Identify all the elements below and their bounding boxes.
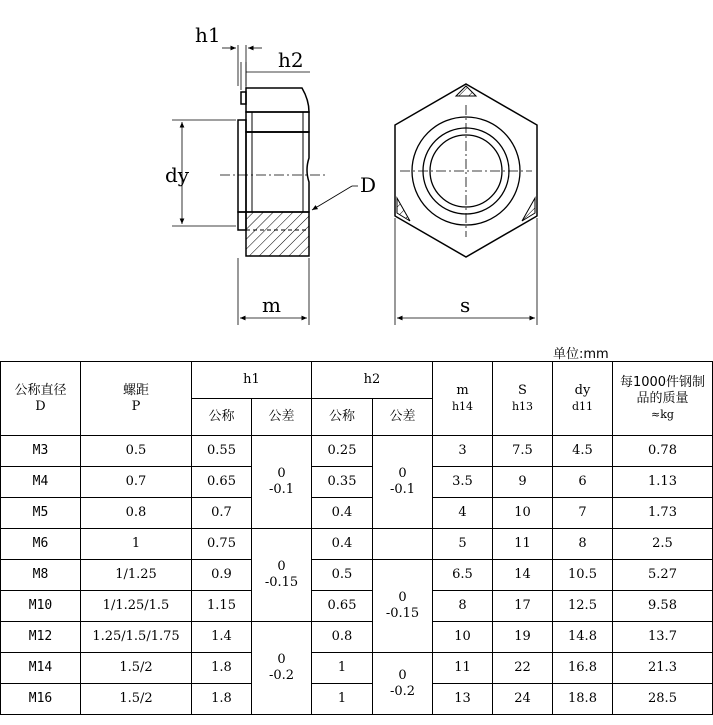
table-row: M10 1/1.25/1.5 1.15 0.65 8 17 12.5 9.58 bbox=[1, 591, 713, 622]
table-row: M12 1.25/1.5/1.75 1.4 0 -0.2 0.8 10 19 14.8 13.7 bbox=[1, 622, 713, 653]
top-view bbox=[395, 84, 537, 257]
h1-tolerance-group-1: 0 -0.1 bbox=[252, 436, 312, 529]
header-m: m h14 bbox=[433, 362, 493, 436]
label-D: D bbox=[360, 173, 377, 197]
h1-tolerance-group-2: 0 -0.15 bbox=[252, 529, 312, 622]
header-pitch: 螺距 P bbox=[81, 362, 192, 436]
label-m: m bbox=[262, 293, 281, 317]
table-row: M3 0.5 0.55 0 -0.1 0.25 0 -0.1 3 7.5 4.5 0.78 bbox=[1, 436, 713, 467]
dim-h1 bbox=[222, 45, 262, 86]
h2-tolerance-group-3: 0 -0.2 bbox=[373, 653, 433, 715]
header-h1-tolerance: 公差 bbox=[252, 399, 312, 436]
label-s: s bbox=[460, 293, 471, 317]
header-h1-nominal: 公称 bbox=[192, 399, 252, 436]
label-h2: h2 bbox=[278, 48, 304, 72]
label-h1: h1 bbox=[195, 23, 221, 47]
unit-label: 单位:mm bbox=[553, 347, 609, 362]
spec-table bbox=[0, 361, 713, 715]
h2-tolerance-group-2: 0 -0.15 bbox=[373, 560, 433, 653]
h1-tolerance-group-3: 0 -0.2 bbox=[252, 622, 312, 715]
header-nominal-diameter: 公称直径 D bbox=[1, 362, 81, 436]
table-row: M14 1.5/2 1.8 1 0 -0.2 11 22 16.8 21.3 bbox=[1, 653, 713, 684]
side-view bbox=[220, 88, 325, 256]
table-row: M5 0.8 0.7 0.4 4 10 7 1.73 bbox=[1, 498, 713, 529]
header-h2-tolerance: 公差 bbox=[373, 399, 433, 436]
h2-tolerance-group-1: 0 -0.1 bbox=[373, 436, 433, 529]
label-dy: dy bbox=[165, 163, 190, 187]
header-h1: h1 bbox=[192, 362, 312, 399]
table-row: M4 0.7 0.65 0.35 3.5 9 6 1.13 bbox=[1, 467, 713, 498]
leader-D bbox=[312, 186, 358, 210]
header-h2-nominal: 公称 bbox=[312, 399, 373, 436]
table-row: M16 1.5/2 1.8 1 13 24 18.8 28.5 bbox=[1, 684, 713, 715]
header-row-1 bbox=[1, 362, 713, 399]
hex-weld-nut-drawing bbox=[0, 0, 713, 345]
table-row: M8 1/1.25 0.9 0.5 0 -0.15 6.5 14 10.5 5.27 bbox=[1, 560, 713, 591]
header-s: S h13 bbox=[493, 362, 553, 436]
header-mass: 每1000件钢制 品的质量 ≈kg bbox=[613, 362, 713, 436]
header-h2: h2 bbox=[312, 362, 433, 399]
header-dy: dy d11 bbox=[553, 362, 613, 436]
table-row: M6 1 0.75 0 -0.15 0.4 5 11 8 2.5 bbox=[1, 529, 713, 560]
